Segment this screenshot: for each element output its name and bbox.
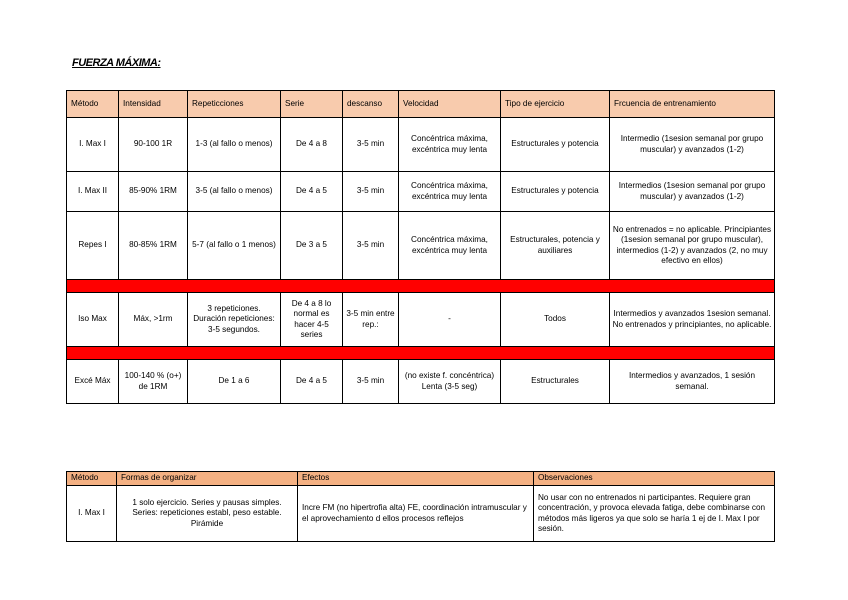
cell-frecuencia: Intermedios y avanzados, 1 sesión semanal. bbox=[610, 360, 775, 404]
cell-tipo-ejercicio: Estructurales, potencia y auxiliares bbox=[501, 212, 610, 280]
cell-tipo-ejercicio: Todos bbox=[501, 293, 610, 347]
separator-row bbox=[67, 280, 775, 293]
table-row bbox=[67, 486, 775, 542]
cell-velocidad: (no existe f. concéntrica) Lenta (3-5 seg) bbox=[399, 360, 501, 404]
separator-row bbox=[67, 347, 775, 360]
methods-table bbox=[66, 90, 775, 404]
cell-metodo: I. Max I bbox=[67, 118, 119, 172]
cell-descanso: 3-5 min entre rep.: bbox=[343, 293, 399, 347]
red-separator bbox=[67, 280, 775, 293]
table-row bbox=[67, 172, 775, 212]
cell-tipo-ejercicio: Estructurales y potencia bbox=[501, 172, 610, 212]
header-velocidad: Velocidad bbox=[399, 91, 501, 118]
cell-serie: De 4 a 8 lo normal es hacer 4-5 series bbox=[281, 293, 343, 347]
header-formas-organizar: Formas de organizar bbox=[117, 472, 298, 486]
header-repeticiones: Repeticciones bbox=[188, 91, 281, 118]
cell-velocidad: Concéntrica máxima, excéntrica muy lenta bbox=[399, 118, 501, 172]
cell-metodo: Repes I bbox=[67, 212, 119, 280]
cell-formas-organizar: 1 solo ejercicio. Series y pausas simples. Series: repeticiones establ, peso estable. Pirámide bbox=[117, 486, 298, 542]
table-row bbox=[67, 293, 775, 347]
cell-repeticiones: 3-5 (al fallo o menos) bbox=[188, 172, 281, 212]
header-observaciones: Observaciones bbox=[534, 472, 775, 486]
cell-repeticiones: 1-3 (al fallo o menos) bbox=[188, 118, 281, 172]
cell-intensidad: 80-85% 1RM bbox=[119, 212, 188, 280]
cell-descanso: 3-5 min bbox=[343, 360, 399, 404]
header-descanso: descanso bbox=[343, 91, 399, 118]
table-header-row bbox=[67, 91, 775, 118]
observations-table bbox=[66, 471, 775, 542]
cell-serie: De 4 a 5 bbox=[281, 360, 343, 404]
cell-frecuencia: Intermedios y avanzados 1sesion semanal. No entrenados y principiantes, no aplicable. bbox=[610, 293, 775, 347]
cell-frecuencia: Intermedio (1sesion semanal por grupo muscular) y avanzados (1-2) bbox=[610, 118, 775, 172]
header-serie: Serie bbox=[281, 91, 343, 118]
page-title: FUERZA MÁXIMA: bbox=[72, 57, 161, 69]
cell-repeticiones: 3 repeticiones. Duración repeticiones: 3-5 segundos. bbox=[188, 293, 281, 347]
table-row bbox=[67, 118, 775, 172]
cell-descanso: 3-5 min bbox=[343, 172, 399, 212]
table-row bbox=[67, 212, 775, 280]
cell-intensidad: 90-100 1R bbox=[119, 118, 188, 172]
cell-repeticiones: De 1 a 6 bbox=[188, 360, 281, 404]
cell-intensidad: 100-140 % (o+) de 1RM bbox=[119, 360, 188, 404]
cell-serie: De 3 a 5 bbox=[281, 212, 343, 280]
cell-velocidad: Concéntrica máxima, excéntrica muy lenta bbox=[399, 172, 501, 212]
header-frecuencia: Frcuencia de entrenamiento bbox=[610, 91, 775, 118]
cell-metodo: I. Max I bbox=[67, 486, 117, 542]
cell-frecuencia: Intermedios (1sesion semanal por grupo muscular) y avanzados (1-2) bbox=[610, 172, 775, 212]
header-tipo-ejercicio: Tipo de ejercicio bbox=[501, 91, 610, 118]
header-metodo: Método bbox=[67, 472, 117, 486]
cell-metodo: Excé Máx bbox=[67, 360, 119, 404]
cell-repeticiones: 5-7 (al fallo o 1 menos) bbox=[188, 212, 281, 280]
cell-descanso: 3-5 min bbox=[343, 212, 399, 280]
table-header-row bbox=[67, 472, 775, 486]
cell-observaciones: No usar con no entrenados ni participantes. Requiere gran concentración, y provoca elevada fatiga, debe combinarse con métodos más ligeros ya que solo se haría 1 ej de I. Max I por sesión. bbox=[534, 486, 775, 542]
cell-serie: De 4 a 5 bbox=[281, 172, 343, 212]
cell-frecuencia: No entrenados = no aplicable. Principiantes (1sesion semanal por grupo muscular), intermedios (1-2) y avanzados (2, no muy efectivo en ellos) bbox=[610, 212, 775, 280]
cell-descanso: 3-5 min bbox=[343, 118, 399, 172]
header-intensidad: Intensidad bbox=[119, 91, 188, 118]
header-metodo: Método bbox=[67, 91, 119, 118]
header-efectos: Efectos bbox=[298, 472, 534, 486]
cell-metodo: Iso Max bbox=[67, 293, 119, 347]
cell-serie: De 4 a 8 bbox=[281, 118, 343, 172]
cell-efectos: Incre FM (no hipertrofia alta) FE, coordinación intramuscular y el aprovechamiento d ellos procesos reflejos bbox=[298, 486, 534, 542]
red-separator bbox=[67, 347, 775, 360]
cell-tipo-ejercicio: Estructurales bbox=[501, 360, 610, 404]
table-row bbox=[67, 360, 775, 404]
cell-tipo-ejercicio: Estructurales y potencia bbox=[501, 118, 610, 172]
cell-intensidad: 85-90% 1RM bbox=[119, 172, 188, 212]
cell-velocidad: - bbox=[399, 293, 501, 347]
cell-metodo: I. Max II bbox=[67, 172, 119, 212]
cell-intensidad: Máx, >1rm bbox=[119, 293, 188, 347]
cell-velocidad: Concéntrica máxima, excéntrica muy lenta bbox=[399, 212, 501, 280]
